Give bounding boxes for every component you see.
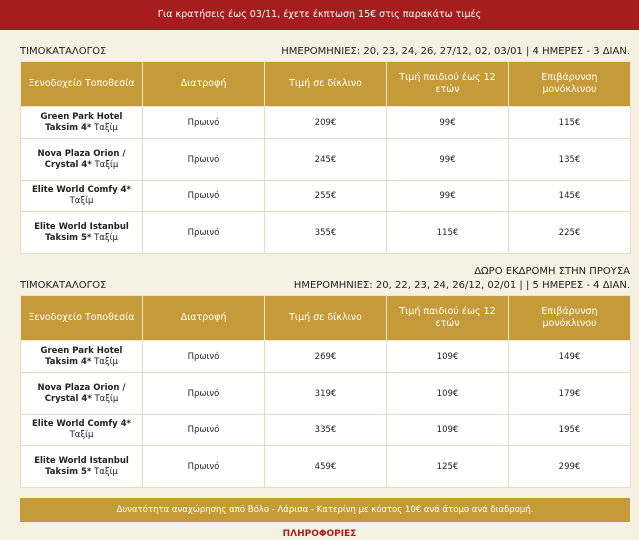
child-price: 109€ bbox=[387, 373, 509, 415]
single-supplement: 135€ bbox=[509, 139, 631, 181]
table2-dates: ΗΜΕΡΟΜΗΝΙΕΣ: 20, 22, 23, 24, 26/12, 02/01 | | 5 ΗΜΕΡΕΣ - 4 ΔΙΑΝ. bbox=[293, 280, 630, 291]
col-board: Διατροφή bbox=[143, 62, 265, 107]
table-row bbox=[21, 341, 631, 373]
single-supplement: 145€ bbox=[509, 181, 631, 212]
table-header-row bbox=[21, 296, 631, 341]
double-price: 319€ bbox=[265, 373, 387, 415]
child-price: 99€ bbox=[387, 181, 509, 212]
board-cell: Πρωινό bbox=[143, 341, 265, 373]
hotel-cell bbox=[21, 139, 143, 181]
price-table-2 bbox=[20, 295, 631, 488]
child-price: 115€ bbox=[387, 212, 509, 254]
hotel-location: Ταξίμ bbox=[94, 393, 119, 404]
col-double: Τιμή σε δίκλινο bbox=[265, 62, 387, 107]
table-row bbox=[21, 446, 631, 488]
hotel-cell bbox=[21, 415, 143, 446]
child-price: 99€ bbox=[387, 139, 509, 181]
table-row bbox=[21, 415, 631, 446]
single-supplement: 299€ bbox=[509, 446, 631, 488]
col-double: Τιμή σε δίκλινο bbox=[265, 296, 387, 341]
info-heading: ΠΛΗΡΟΦΟΡΙΕΣ bbox=[282, 529, 357, 539]
single-supplement: 115€ bbox=[509, 107, 631, 139]
col-child: Τιμή παιδιού έως 12 ετών bbox=[387, 62, 509, 107]
hotel-cell bbox=[21, 341, 143, 373]
double-price: 269€ bbox=[265, 341, 387, 373]
double-price: 459€ bbox=[265, 446, 387, 488]
col-board: Διατροφή bbox=[143, 296, 265, 341]
hotel-name: Elite World Comfy 4* bbox=[32, 419, 131, 429]
hotel-location: Ταξίμ bbox=[94, 159, 119, 170]
board-cell: Πρωινό bbox=[143, 212, 265, 254]
single-supplement: 195€ bbox=[509, 415, 631, 446]
table-row bbox=[21, 373, 631, 415]
hotel-name: Green Park Hotel Taksim 4* bbox=[40, 345, 123, 367]
hotel-name: Nova Plaza Orion / Crystal 4* bbox=[37, 148, 126, 170]
hotel-location: Ταξίμ bbox=[94, 356, 118, 367]
col-child: Τιμή παιδιού έως 12 ετών bbox=[387, 296, 509, 341]
table1-title: ΤΙΜΟΚΑΤΑΛΟΓΟΣ bbox=[20, 46, 107, 57]
hotel-cell bbox=[21, 181, 143, 212]
single-supplement: 179€ bbox=[509, 373, 631, 415]
table-row bbox=[21, 181, 631, 212]
double-price: 255€ bbox=[265, 181, 387, 212]
price-table-1 bbox=[20, 61, 631, 254]
board-cell: Πρωινό bbox=[143, 373, 265, 415]
table1-dates: ΗΜΕΡΟΜΗΝΙΕΣ: 20, 23, 24, 26, 27/12, 02, 03/01 | 4 ΗΜΕΡΕΣ - 3 ΔΙΑΝ. bbox=[281, 46, 630, 57]
child-price: 99€ bbox=[387, 107, 509, 139]
hotel-location: Ταξίμ bbox=[94, 466, 118, 477]
table-header-row bbox=[21, 62, 631, 107]
table-row bbox=[21, 139, 631, 181]
hotel-name: Nova Plaza Orion / Crystal 4* bbox=[37, 382, 126, 404]
hotel-name: Elite World Comfy 4* bbox=[32, 185, 131, 195]
table2-title: ΤΙΜΟΚΑΤΑΛΟΓΟΣ bbox=[20, 280, 107, 291]
single-supplement: 225€ bbox=[509, 212, 631, 254]
double-price: 245€ bbox=[265, 139, 387, 181]
hotel-location: Ταξίμ bbox=[94, 232, 118, 243]
col-hotel: Ξενοδοχείο Τοποθεσία bbox=[21, 296, 143, 341]
table-row bbox=[21, 107, 631, 139]
hotel-name: Elite World Istanbul Taksim 5* bbox=[34, 221, 129, 243]
child-price: 109€ bbox=[387, 415, 509, 446]
board-cell: Πρωινό bbox=[143, 107, 265, 139]
col-single: Επιβάρυνση μονόκλινου bbox=[509, 296, 631, 341]
col-hotel: Ξενοδοχείο Τοποθεσία bbox=[21, 62, 143, 107]
single-supplement: 149€ bbox=[509, 341, 631, 373]
hotel-location: Ταξίμ bbox=[94, 122, 118, 133]
col-single: Επιβάρυνση μονόκλινου bbox=[509, 62, 631, 107]
board-cell: Πρωινό bbox=[143, 139, 265, 181]
table-row bbox=[21, 212, 631, 254]
double-price: 355€ bbox=[265, 212, 387, 254]
hotel-cell bbox=[21, 373, 143, 415]
hotel-name: Elite World Istanbul Taksim 5* bbox=[34, 455, 129, 477]
double-price: 209€ bbox=[265, 107, 387, 139]
board-cell: Πρωινό bbox=[143, 181, 265, 212]
child-price: 125€ bbox=[387, 446, 509, 488]
hotel-name: Green Park Hotel Taksim 4* bbox=[40, 111, 123, 133]
discount-banner: Για κρατήσεις έως 03/11, έχετε έκπτωση 15€ στις παρακάτω τιμές bbox=[0, 0, 639, 30]
hotel-cell bbox=[21, 212, 143, 254]
hotel-cell bbox=[21, 107, 143, 139]
child-price: 109€ bbox=[387, 341, 509, 373]
hotel-location: Ταξίμ bbox=[69, 430, 94, 440]
gift-excursion-label: ΔΩΡΟ ΕΚΔΡΟΜΗ ΣΤΗΝ ΠΡΟΥΣΑ bbox=[474, 266, 630, 277]
hotel-location: Ταξίμ bbox=[69, 196, 94, 206]
board-cell: Πρωινό bbox=[143, 415, 265, 446]
hotel-cell bbox=[21, 446, 143, 488]
double-price: 335€ bbox=[265, 415, 387, 446]
board-cell: Πρωινό bbox=[143, 446, 265, 488]
departure-note: Δυνατότητα αναχώρησης από Βόλο - Λάρισα - Κατερίνη με κόστος 10€ ανά άτομο ανά διαδρομή. bbox=[20, 498, 630, 522]
